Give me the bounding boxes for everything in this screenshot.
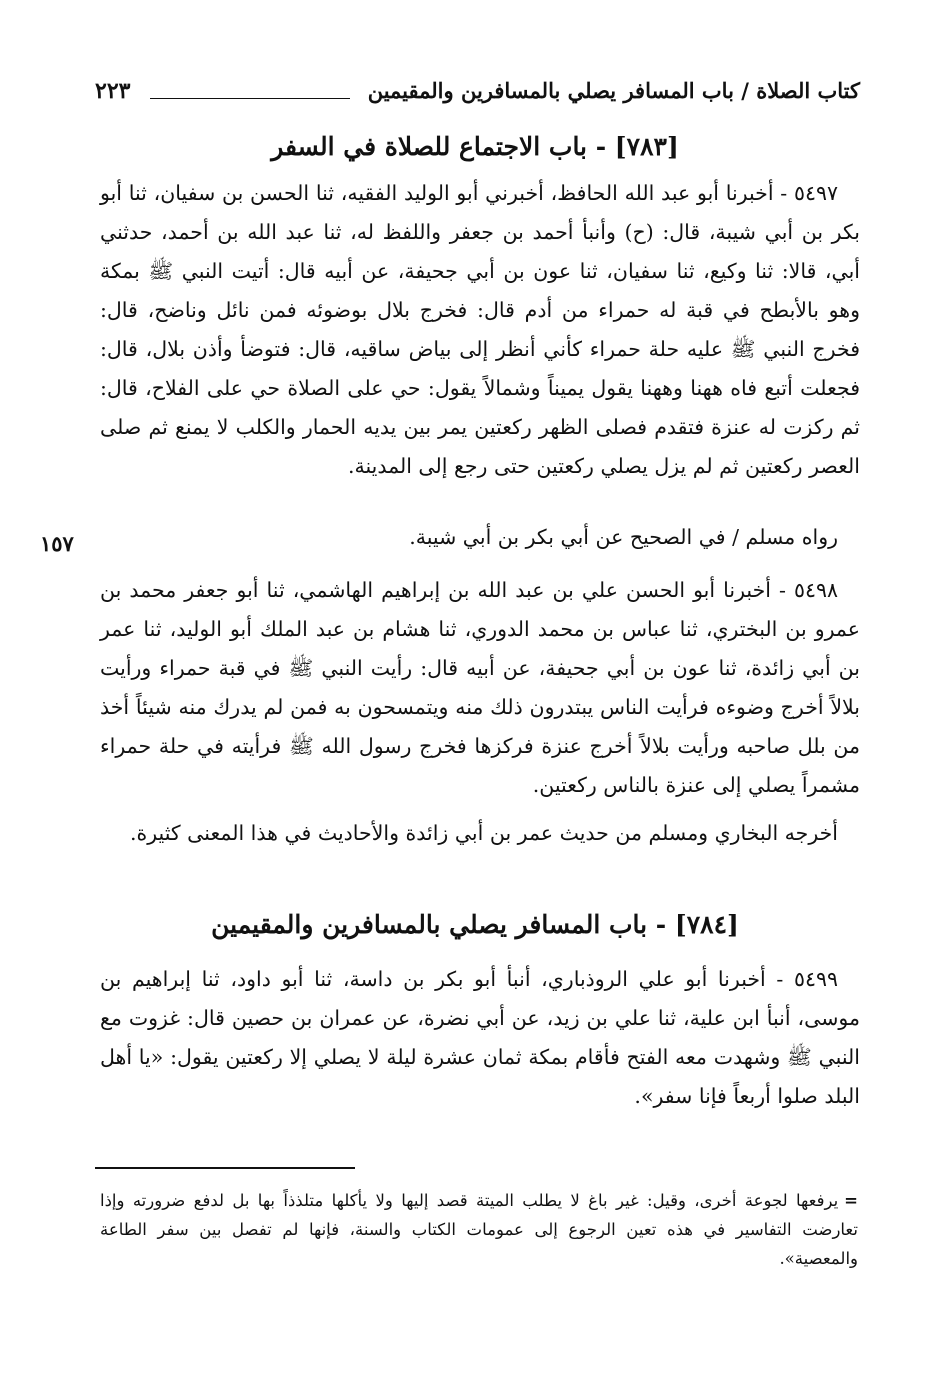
footnote-rule	[95, 1167, 355, 1169]
section-title-784: [٧٨٤] - باب المسافر يصلي بالمسافرين والمقيمين	[211, 910, 739, 939]
running-title: كتاب الصلاة / باب المسافر يصلي بالمسافرين والمقيمين	[367, 78, 860, 103]
footnote-text: يرفعها لجوعة أخرى، وقيل: غير باغ لا يطلب الميتة قصد إليها ولا يأكلها متلذذاً بها بل لدفع ضرورته وإذا تعارضت التفاسير في هذه تعين الرجوع إلى عمومات الكتاب والسنة، فإنها لم تفصل بين سفر الطاعة والمعصية».	[100, 1191, 858, 1268]
section-title-783: [٧٨٣] - باب الاجتماع للصلاة في السفر	[271, 132, 679, 161]
margin-page-ref: ١٥٧	[40, 531, 74, 556]
hadith-5497: ٥٤٩٧ - أخبرنا أبو عبد الله الحافظ، أخبرني أبو الوليد الفقيه، ثنا الحسن بن سفيان، ثنا أبو بكر بن أبي شيبة، قال: (ح) وأنبأ أحمد بن جعفر واللفظ له، ثنا عبد الله بن أحمد، حدثني أبي، قالا: ثنا وكيع، ثنا سفيان، ثنا عون بن أبي جحيفة، عن أبيه قال: أتيت النبي ﷺ بمكة وهو بالأبطح في قبة له حمراء من أدم قال: فخرج بلال بوضوئه فمن نائل وناضح، قال: فخرج النبي ﷺ عليه حلة حمراء كأني أنظر إلى بياض ساقيه، قال: فتوضأ وأذن بلال، قال: فجعلت أتبع فاه ههنا وههنا يقول يميناً وشمالاً يقول: حي على الصلاة حي على الفلاح، قال: ثم ركزت له عنزة فتقدم فصلى الظهر ركعتين يمر بين يديه الحمار والكلب لا يمنع ثم صلى العصر ركعتين ثم لم يزل يصلي ركعتين حتى رجع إلى المدينة.	[100, 181, 860, 478]
header-rule	[150, 98, 350, 99]
page-number: ٢٢٣	[95, 78, 131, 104]
footnote	[100, 1186, 858, 1273]
attribution-muslim: رواه مسلم / في الصحيح عن أبي بكر بن أبي شيبة.	[409, 525, 838, 549]
page-header	[95, 76, 860, 110]
attribution-bukhari-muslim: أخرجه البخاري ومسلم من حديث عمر بن أبي زائدة والأحاديث في هذا المعنى كثيرة.	[129, 821, 838, 845]
hadith-5498: ٥٤٩٨ - أخبرنا أبو الحسن علي بن عبد الله بن إبراهيم الهاشمي، ثنا أبو جعفر محمد بن عمرو بن البختري، ثنا عباس بن محمد الدوري، ثنا هشام بن عبد الملك أبو الوليد، ثنا عمر بن أبي زائدة، ثنا عون بن أبي جحيفة، عن أبيه قال: رأيت النبي ﷺ في قبة حمراء ورأيت بلالاً أخرج وضوءه فرأيت الناس يبتدرون ذلك منه ويتمسحون به فمن لم يدرك منه شيئاً أخذ من بلل صاحبه ورأيت بلالاً أخرج عنزة فركزها فخرج رسول الله ﷺ فرأيته في حلة حمراء مشمراً يصلي إلى عنزة بالناس ركعتين.	[100, 578, 860, 797]
footnote-continuation-marker: =	[844, 1191, 858, 1210]
hadith-5499: ٥٤٩٩ - أخبرنا أبو علي الروذباري، أنبأ أبو بكر بن داسة، ثنا أبو داود، ثنا إبراهيم بن موسى، أنبأ ابن علية، ثنا علي بن زيد، عن أبي نضرة، عن عمران بن حصين قال: غزوت مع النبي ﷺ وشهدت معه الفتح فأقام بمكة ثمان عشرة ليلة لا يصلي إلا ركعتين يقول: «يا أهل البلد صلوا أربعاً فإنا سفر».	[100, 967, 860, 1108]
